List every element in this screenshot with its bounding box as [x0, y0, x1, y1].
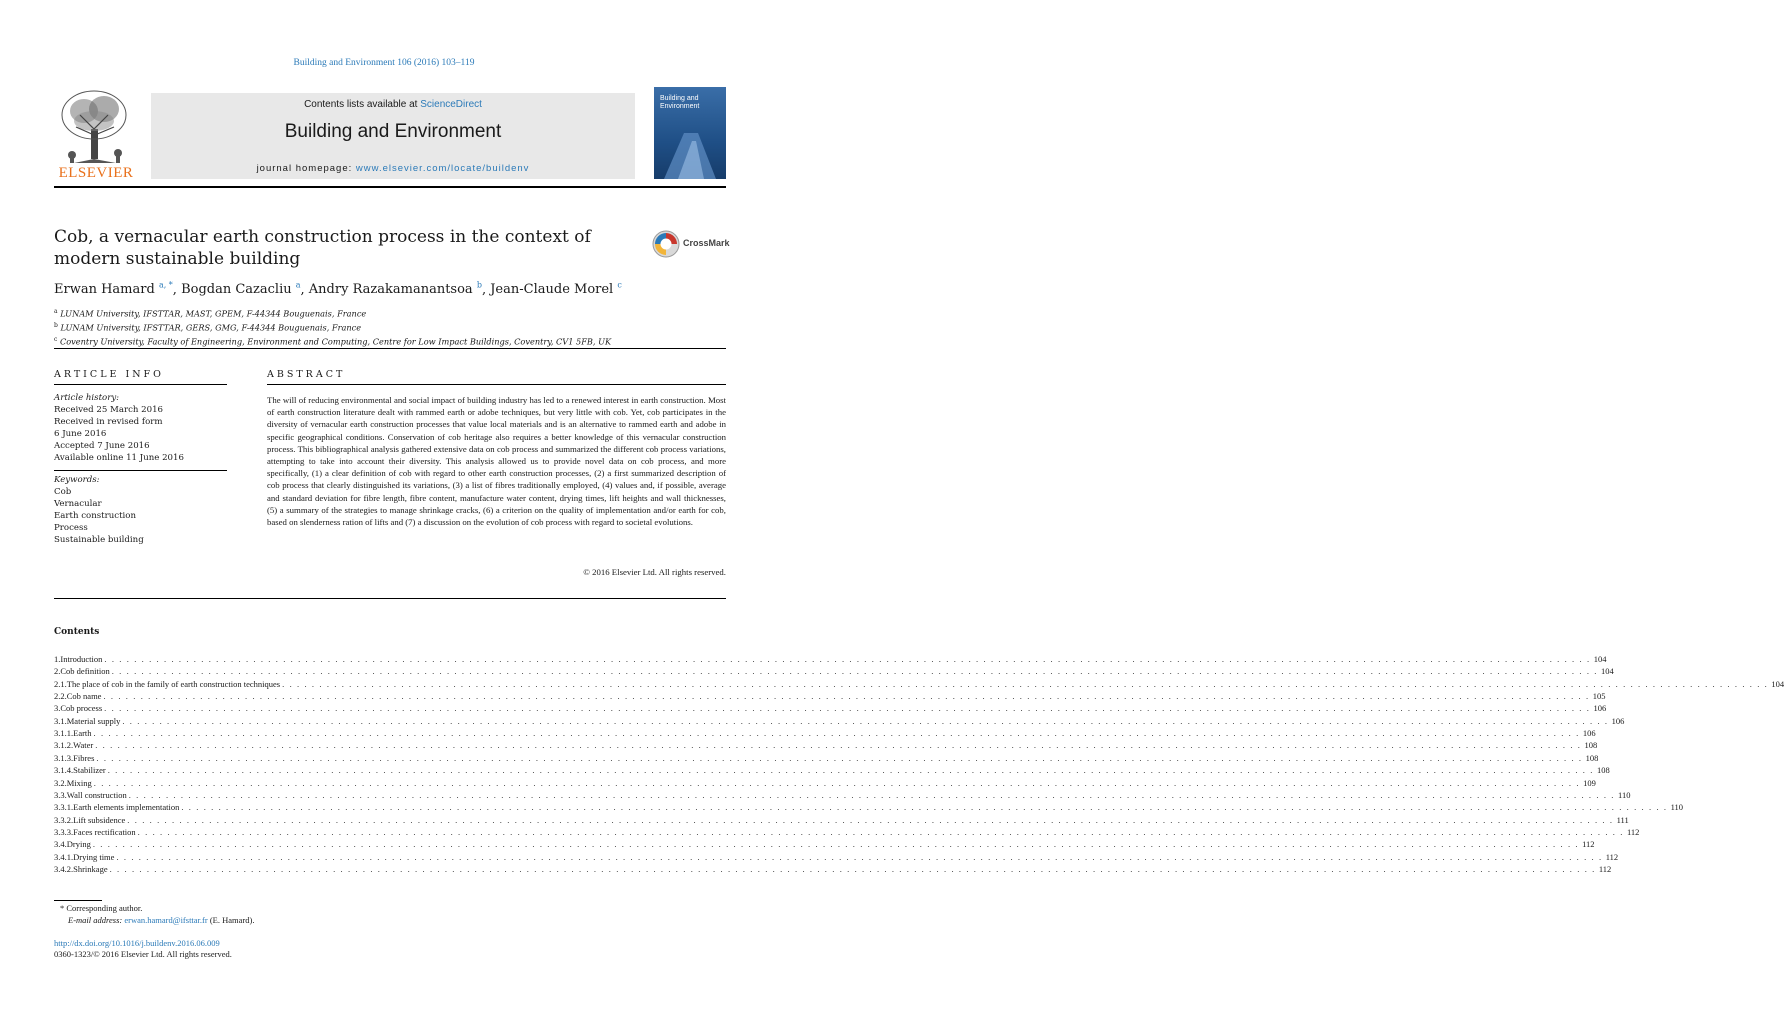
- toc-number: 1.: [54, 654, 61, 664]
- toc-page-number: 105: [1592, 691, 1606, 702]
- author: Jean-Claude Morel $^c$: [490, 281, 622, 298]
- journal-masthead: [54, 85, 726, 181]
- toc-number: 3.2.: [54, 777, 67, 788]
- toc-title: Stabilizer: [73, 765, 106, 776]
- header-rule: [54, 186, 726, 188]
- toc-entry[interactable]: [54, 739, 1598, 751]
- citation[interactable]: Building and Environment 106 (2016) 103–119: [293, 58, 475, 68]
- toc-page-number: 104: [1771, 678, 1784, 689]
- keywords-label: Keywords:: [54, 475, 100, 485]
- toc-entry[interactable]: [54, 653, 1607, 665]
- toc-page-number: 111: [1616, 814, 1629, 825]
- crossmark-badge[interactable]: [652, 229, 732, 259]
- email-link[interactable]: erwan.hamard@ifsttar.fr: [124, 914, 208, 925]
- elsevier-wordmark: ELSEVIER: [58, 165, 134, 181]
- article-info-heading: ARTICLE INFO: [54, 369, 164, 380]
- toc-leader: . . . . . . . . . . . . . . . . . . . . . . . . . . . . . . . . . . . . . . . . . . . . . . . . . . . . . . . . . . . . . . . . . . . . . . . . . . . . . . . . . . . . . . . . . . . . . . . . . . . . . . . . . . . . . . . . . . . . . . . . . . . . . . . . . . . . . . . . . . . . . . . . . . . . . . . . . . . . . . . . . . . . . . . . . . . . . . . . . . . . . . . . . . . . . . . . . . . . . . . .: [107, 765, 1594, 776]
- toc-title: Material supply: [66, 715, 121, 726]
- toc-number: 3.1.4.: [54, 765, 74, 776]
- toc-page-number: 112: [1582, 839, 1595, 850]
- toc-leader: . . . . . . . . . . . . . . . . . . . . . . . . . . . . . . . . . . . . . . . . . . . . . . . . . . . . . . . . . . . . . . . . . . . . . . . . . . . . . . . . . . . . . . . . . . . . . . . . . . . . . . . . . . . . . . . . . . . . . . . . . . . . . . . . . . . . . . . . . . . . . . . . . . . . . . . . . . . . . . . . . . . . . . . . . . . . . . . . . . . . . . . . . . . . . . . . . . . . . . . .: [104, 654, 1591, 664]
- toc-entry[interactable]: [54, 678, 1784, 690]
- toc-number: 2.1.: [54, 678, 67, 689]
- keyword: Cob: [54, 487, 72, 497]
- toc-title: Drying: [66, 839, 91, 850]
- toc-leader: . . . . . . . . . . . . . . . . . . . . . . . . . . . . . . . . . . . . . . . . . . . . . . . . . . . . . . . . . . . . . . . . . . . . . . . . . . . . . . . . . . . . . . . . . . . . . . . . . . . . . . . . . . . . . . . . . . . . . . . . . . . . . . . . . . . . . . . . . . . . . . . . . . . . . . . . . . . . . . . . . . . . . . . . . . . . . . . . . . . . . . . . . . . . . . . . . . . . . . . .: [122, 715, 1609, 726]
- toc-number: 3.1.3.: [54, 752, 74, 763]
- contents-availability: [151, 99, 635, 110]
- article-title: Cob, a vernacular earth construction process in the context of modern sustainable building: [54, 227, 591, 269]
- toc-title: Cob name: [66, 691, 102, 702]
- toc-entry[interactable]: [54, 690, 1606, 702]
- toc-leader: . . . . . . . . . . . . . . . . . . . . . . . . . . . . . . . . . . . . . . . . . . . . . . . . . . . . . . . . . . . . . . . . . . . . . . . . . . . . . . . . . . . . . . . . . . . . . . . . . . . . . . . . . . . . . . . . . . . . . . . . . . . . . . . . . . . . . . . . . . . . . . . . . . . . . . . . . . . . . . . . . . . . . . . . . . . . . . . . . . . . . . . . . . . . . . . . . . . . . . . .: [137, 826, 1624, 837]
- toc-title: Earth elements implementation: [73, 802, 180, 813]
- toc-leader: . . . . . . . . . . . . . . . . . . . . . . . . . . . . . . . . . . . . . . . . . . . . . . . . . . . . . . . . . . . . . . . . . . . . . . . . . . . . . . . . . . . . . . . . . . . . . . . . . . . . . . . . . . . . . . . . . . . . . . . . . . . . . . . . . . . . . . . . . . . . . . . . . . . . . . . . . . . . . . . . . . . . . . . . . . . . . . . . . . . . . . . . . . . . . . . . . . . . . . . .: [104, 703, 1591, 714]
- toc-number: 3.3.2.: [54, 814, 74, 825]
- toc-number: 3.3.3.: [54, 826, 74, 837]
- divider: [54, 470, 227, 471]
- toc-title: Introduction: [60, 654, 103, 664]
- toc-leader: . . . . . . . . . . . . . . . . . . . . . . . . . . . . . . . . . . . . . . . . . . . . . . . . . . . . . . . . . . . . . . . . . . . . . . . . . . . . . . . . . . . . . . . . . . . . . . . . . . . . . . . . . . . . . . . . . . . . . . . . . . . . . . . . . . . . . . . . . . . . . . . . . . . . . . . . . . . . . . . . . . . . . . . . . . . . . . . . . . . . . . . . . . . . . . . . . . . . . . . .: [111, 666, 1599, 677]
- article-history: [54, 392, 184, 464]
- toc-page-number: 108: [1585, 752, 1599, 763]
- history-entry: 6 June 2016: [54, 429, 107, 439]
- toc-entry[interactable]: [54, 826, 1640, 838]
- toc-leader: . . . . . . . . . . . . . . . . . . . . . . . . . . . . . . . . . . . . . . . . . . . . . . . . . . . . . . . . . . . . . . . . . . . . . . . . . . . . . . . . . . . . . . . . . . . . . . . . . . . . . . . . . . . . . . . . . . . . . . . . . . . . . . . . . . . . . . . . . . . . . . . . . . . . . . . . . . . . . . . . . . . . . . . . . . . . . . . . . . . . . . . . . . . . . . . . . . . . . . . .: [103, 691, 1590, 702]
- toc-title: Wall construction: [66, 789, 127, 800]
- toc-page-number: 108: [1584, 740, 1598, 751]
- journal-cover[interactable]: [654, 87, 726, 179]
- toc-title: Cob definition: [60, 666, 110, 677]
- toc-leader: . . . . . . . . . . . . . . . . . . . . . . . . . . . . . . . . . . . . . . . . . . . . . . . . . . . . . . . . . . . . . . . . . . . . . . . . . . . . . . . . . . . . . . . . . . . . . . . . . . . . . . . . . . . . . . . . . . . . . . . . . . . . . . . . . . . . . . . . . . . . . . . . . . . . . . . . . . . . . . . . . . . . . . . . . . . . . . . . . . . . . . . . . . . . . . . . . . . . . . . .: [95, 740, 1582, 751]
- toc-title: Cob process: [60, 703, 103, 714]
- toc-title: Shrinkage: [73, 863, 108, 874]
- toc-page-number: 104: [1601, 666, 1614, 677]
- toc-page-number: 110: [1618, 789, 1631, 800]
- toc-number: 3.4.2.: [54, 863, 74, 874]
- toc-entry[interactable]: [54, 702, 1607, 714]
- history-entry: Received 25 March 2016: [54, 405, 164, 415]
- toc-page-number: 109: [1583, 777, 1596, 788]
- abstract-heading: ABSTRACT: [267, 369, 346, 380]
- toc-page-number: 106: [1611, 715, 1625, 726]
- toc-page-number: 110: [1670, 802, 1684, 813]
- toc-page-number: 106: [1582, 728, 1596, 739]
- toc-leader: . . . . . . . . . . . . . . . . . . . . . . . . . . . . . . . . . . . . . . . . . . . . . . . . . . . . . . . . . . . . . . . . . . . . . . . . . . . . . . . . . . . . . . . . . . . . . . . . . . . . . . . . . . . . . . . . . . . . . . . . . . . . . . . . . . . . . . . . . . . . . . . . . . . . . . . . . . . . . . . . . . . . . . . . . . . . . . . . . . . . . . . . . . . . . . . . . . . . . . . .: [92, 839, 1580, 850]
- toc-entry[interactable]: [54, 814, 1629, 826]
- toc-number: 3.1.: [54, 715, 67, 726]
- history-entry: Available online 11 June 2016: [54, 453, 184, 463]
- toc-number: 3.: [54, 703, 61, 714]
- affiliation: $^b$ LUNAM University, IFSTTAR, GERS, GMG, F-44344 Bouguenais, France: [54, 322, 362, 333]
- toc-page-number: 104: [1593, 654, 1607, 664]
- toc-entry[interactable]: [54, 665, 1614, 677]
- affiliation: $^c$ Coventry University, Faculty of Engineering, Environment and Computing, Centre for Low Impact Buildings, Coventry, CV1 5FB, UK: [54, 336, 612, 348]
- divider: [54, 348, 726, 349]
- toc-number: 3.3.1.: [54, 802, 74, 813]
- toc-entry[interactable]: [54, 851, 1619, 863]
- keyword: Earth construction: [54, 511, 136, 521]
- journal-name: Building and Environment: [284, 121, 502, 142]
- keyword: Sustainable building: [54, 535, 144, 545]
- sciencedirect-link[interactable]: ScienceDirect: [420, 99, 482, 110]
- toc-entry[interactable]: [54, 838, 1595, 850]
- history-entry: Accepted 7 June 2016: [54, 441, 150, 451]
- corresponding-author: * Corresponding author.: [60, 903, 143, 913]
- doi-link[interactable]: http://dx.doi.org/10.1016/j.buildenv.2016.06.009: [54, 938, 220, 948]
- toc-leader: . . . . . . . . . . . . . . . . . . . . . . . . . . . . . . . . . . . . . . . . . . . . . . . . . . . . . . . . . . . . . . . . . . . . . . . . . . . . . . . . . . . . . . . . . . . . . . . . . . . . . . . . . . . . . . . . . . . . . . . . . . . . . . . . . . . . . . . . . . . . . . . . . . . . . . . . . . . . . . . . . . . . . . . . . . . . . . . . . . . . . . . . . . . . . . . . . . . . . . . .: [181, 802, 1668, 813]
- crossmark-icon: [652, 230, 680, 258]
- toc-leader: . . . . . . . . . . . . . . . . . . . . . . . . . . . . . . . . . . . . . . . . . . . . . . . . . . . . . . . . . . . . . . . . . . . . . . . . . . . . . . . . . . . . . . . . . . . . . . . . . . . . . . . . . . . . . . . . . . . . . . . . . . . . . . . . . . . . . . . . . . . . . . . . . . . . . . . . . . . . . . . . . . . . . . . . . . . . . . . . . . . . . . . . . . . . . . . . . . . . . . . .: [282, 678, 1769, 689]
- toc-title: Lift subsidence: [73, 814, 126, 825]
- keyword: Process: [54, 523, 88, 533]
- divider: [54, 384, 227, 385]
- toc-page-number: 112: [1598, 863, 1612, 874]
- keyword: Vernacular: [54, 499, 102, 509]
- toc-number: 3.4.: [54, 839, 67, 850]
- toc-entry[interactable]: [54, 777, 1596, 789]
- journal-homepage: [151, 163, 635, 174]
- toc-entry[interactable]: [54, 727, 1596, 739]
- elsevier-logo[interactable]: [54, 85, 138, 181]
- toc-page-number: 108: [1596, 765, 1610, 776]
- toc-number: 3.1.1.: [54, 728, 74, 739]
- crossmark-label: CrossMark: [683, 238, 730, 248]
- masthead-box: [151, 93, 635, 179]
- toc-title: The place of cob in the family of earth construction techniques: [66, 678, 281, 689]
- keywords: [54, 474, 144, 546]
- contents-prefix: Contents lists available at: [304, 99, 421, 110]
- toc-title: Faces rectification: [73, 826, 136, 837]
- toc-title: Earth: [73, 728, 92, 739]
- affiliation: $^a$ LUNAM University, IFSTTAR, MAST, GPEM, F-44344 Bouguenais, France: [54, 308, 367, 319]
- toc-page-number: 112: [1626, 826, 1640, 837]
- history-label: Article history:: [54, 393, 120, 403]
- abstract-copyright: © 2016 Elsevier Ltd. All rights reserved.: [583, 567, 726, 577]
- author-list: Erwan Hamard $^{a, *}$, Bogdan Cazacliu $^a$, Andry Razakamanantsoa $^b$, Jean-Claude Morel $^c$: [54, 281, 622, 298]
- divider: [267, 384, 726, 385]
- author: Andry Razakamanantsoa $^b$: [308, 281, 482, 298]
- toc-entry[interactable]: [54, 752, 1599, 764]
- toc-entry[interactable]: [54, 789, 1631, 801]
- email-line: E-mail address: erwan.hamard@ifsttar.fr (E. Hamard).: [68, 914, 255, 925]
- toc-number: 2.2.: [54, 691, 67, 702]
- homepage-prefix: journal homepage:: [256, 163, 356, 174]
- divider: [54, 598, 726, 599]
- author: Bogdan Cazacliu $^a$: [181, 281, 301, 298]
- cover-title: Building and Environment: [660, 95, 700, 110]
- homepage-link[interactable]: www.elsevier.com/locate/buildenv: [355, 163, 530, 174]
- affiliations: [54, 306, 611, 349]
- toc-page-number: 106: [1593, 703, 1607, 714]
- toc-entry[interactable]: [54, 801, 1684, 813]
- toc-leader: . . . . . . . . . . . . . . . . . . . . . . . . . . . . . . . . . . . . . . . . . . . . . . . . . . . . . . . . . . . . . . . . . . . . . . . . . . . . . . . . . . . . . . . . . . . . . . . . . . . . . . . . . . . . . . . . . . . . . . . . . . . . . . . . . . . . . . . . . . . . . . . . . . . . . . . . . . . . . . . . . . . . . . . . . . . . . . . . . . . . . . . . . . . . . . . . . . . . . . . .: [96, 752, 1583, 763]
- toc-leader: . . . . . . . . . . . . . . . . . . . . . . . . . . . . . . . . . . . . . . . . . . . . . . . . . . . . . . . . . . . . . . . . . . . . . . . . . . . . . . . . . . . . . . . . . . . . . . . . . . . . . . . . . . . . . . . . . . . . . . . . . . . . . . . . . . . . . . . . . . . . . . . . . . . . . . . . . . . . . . . . . . . . . . . . . . . . . . . . . . . . . . . . . . . . . . . . . . . . . . . .: [128, 789, 1616, 800]
- toc-number: 3.1.2.: [54, 740, 74, 751]
- cover-building-icon: [654, 123, 726, 179]
- abstract-text: The will of reducing environmental and social impact of building industry has led to a renewed interest in earth construction. Most of earth construction literature dealt with rammed earth or adobe techniques, but very little with cob. Yet, cob participates in the diversity of vernacular earth construction processes that value local materials and is an alternative to rammed earth and adobe in specific geographical conditions. Conservation of cob heritage also requires a better knowledge of this vernacular construction process. This bibliographical analysis gathered extensive data on cob process and summarized the different cob process variations, attempting to take into account their diversity. This analysis allowed us to provide novel data on cob process, and more specifically, (1) a clear definition of cob with regard to other earth construction processes, (2) a first summarized description of cob process that clearly distinguished its variations, (3) a list of fibres traditionally employed, (4) values and, if possible, average and standard deviation for fibre length, fibre content, manufacture water content, drying times, lift heights and wall thicknesses, (5) a summary of the strategies to manage shrinkage cracks, (6) a criterion on the quality of implementation and/or earth for cob, based on slenderness ration of lifts and (7) a discussion on the evolution of cob process with regard to societal evolutions.: [267, 395, 726, 528]
- toc-entry[interactable]: [54, 715, 1625, 727]
- toc-entry[interactable]: [54, 764, 1610, 776]
- toc-leader: . . . . . . . . . . . . . . . . . . . . . . . . . . . . . . . . . . . . . . . . . . . . . . . . . . . . . . . . . . . . . . . . . . . . . . . . . . . . . . . . . . . . . . . . . . . . . . . . . . . . . . . . . . . . . . . . . . . . . . . . . . . . . . . . . . . . . . . . . . . . . . . . . . . . . . . . . . . . . . . . . . . . . . . . . . . . . . . . . . . . . . . . . . . . . . . . . . . . . . . .: [93, 728, 1580, 739]
- toc-number: 3.3.: [54, 789, 67, 800]
- issn-copyright: 0360-1323/© 2016 Elsevier Ltd. All rights reserved.: [54, 949, 232, 959]
- toc-leader: . . . . . . . . . . . . . . . . . . . . . . . . . . . . . . . . . . . . . . . . . . . . . . . . . . . . . . . . . . . . . . . . . . . . . . . . . . . . . . . . . . . . . . . . . . . . . . . . . . . . . . . . . . . . . . . . . . . . . . . . . . . . . . . . . . . . . . . . . . . . . . . . . . . . . . . . . . . . . . . . . . . . . . . . . . . . . . . . . . . . . . . . . . . . . . . . . . . . . . . .: [109, 863, 1596, 874]
- toc-leader: . . . . . . . . . . . . . . . . . . . . . . . . . . . . . . . . . . . . . . . . . . . . . . . . . . . . . . . . . . . . . . . . . . . . . . . . . . . . . . . . . . . . . . . . . . . . . . . . . . . . . . . . . . . . . . . . . . . . . . . . . . . . . . . . . . . . . . . . . . . . . . . . . . . . . . . . . . . . . . . . . . . . . . . . . . . . . . . . . . . . . . . . . . . . . . . . . . . . . . . .: [93, 777, 1581, 788]
- toc-leader: . . . . . . . . . . . . . . . . . . . . . . . . . . . . . . . . . . . . . . . . . . . . . . . . . . . . . . . . . . . . . . . . . . . . . . . . . . . . . . . . . . . . . . . . . . . . . . . . . . . . . . . . . . . . . . . . . . . . . . . . . . . . . . . . . . . . . . . . . . . . . . . . . . . . . . . . . . . . . . . . . . . . . . . . . . . . . . . . . . . . . . . . . . . . . . . . . . . . . . . .: [116, 851, 1603, 862]
- toc-number: 3.4.1.: [54, 851, 74, 862]
- toc-leader: . . . . . . . . . . . . . . . . . . . . . . . . . . . . . . . . . . . . . . . . . . . . . . . . . . . . . . . . . . . . . . . . . . . . . . . . . . . . . . . . . . . . . . . . . . . . . . . . . . . . . . . . . . . . . . . . . . . . . . . . . . . . . . . . . . . . . . . . . . . . . . . . . . . . . . . . . . . . . . . . . . . . . . . . . . . . . . . . . . . . . . . . . . . . . . . . . . . . . . . .: [127, 814, 1614, 825]
- toc-title: Mixing: [66, 777, 92, 788]
- toc-title: Water: [73, 740, 94, 751]
- history-entry: Received in revised form: [54, 417, 163, 427]
- toc-entry[interactable]: [54, 863, 1612, 875]
- toc-title: Fibres: [73, 752, 95, 763]
- toc-number: 2.: [54, 666, 61, 677]
- toc-page-number: 112: [1605, 851, 1619, 862]
- contents-heading: Contents: [54, 627, 100, 637]
- footnote-rule: [54, 900, 102, 901]
- footnote: [54, 903, 254, 926]
- author: Erwan Hamard $^{a, *}$: [54, 281, 173, 298]
- toc-title: Drying time: [73, 851, 115, 862]
